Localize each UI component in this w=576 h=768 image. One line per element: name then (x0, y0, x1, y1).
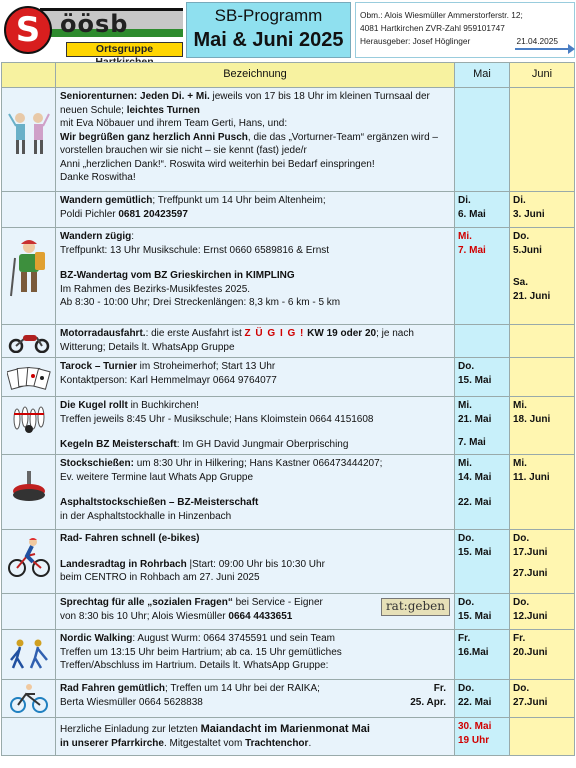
motorrad-rest: ; je nach Witterung; Details lt. WhatsApp Gruppe (60, 328, 414, 353)
date-weekday: Do. (458, 361, 475, 372)
row-juni (510, 397, 575, 455)
row-image (2, 718, 56, 756)
header-bezeichnung: Bezeichnung (56, 63, 455, 88)
date-day: 21. Mai (458, 413, 492, 425)
date-weekday: Mi. (458, 231, 472, 242)
rad-gem-title: Rad Fahren gemütlich (60, 683, 166, 694)
motorcycle-icon (7, 331, 51, 353)
maiandacht-end: . (308, 737, 312, 749)
oesb-logo (2, 2, 183, 58)
maiandacht-choir: Trachtenchor (245, 737, 309, 749)
senioren-title: Seniorenturnen: Jeden Di. + Mi. (60, 91, 210, 102)
wandern-zuegig-title: Wandern zügig (60, 231, 132, 242)
title-line1: SB-Programm (214, 6, 323, 25)
date-time: 19 Uhr (458, 734, 490, 746)
nordic-walking-icon (7, 638, 51, 670)
row-desc-wandern-gem (56, 192, 455, 228)
row-image (2, 455, 56, 530)
rad-gem-extra-date (410, 682, 446, 709)
stock-note: Ev. weitere Termine laut Whats App Gruppe (60, 471, 254, 483)
date-weekday: Mi. (458, 400, 472, 411)
nordic-details: Treffen/Abschluss im Hartrium. Details lt. WhatsApp Gruppe: (60, 660, 329, 671)
bz-wandertag-times: Ab 8:30 - 10:00 Uhr; Drei Streckenlängen: 8,3 km - 6 km - 5 km (60, 297, 341, 308)
info-line1: Obm.: Alois Wiesmüller Ammerstorferstr. 12; (360, 10, 523, 20)
row-desc-rad-schnell (56, 530, 455, 594)
row-juni (510, 325, 575, 358)
date-day: 12.Juni (513, 610, 548, 622)
row-mai (455, 192, 510, 228)
row-image (2, 358, 56, 397)
date-day: 27.Juni (513, 568, 548, 579)
row-mai (455, 88, 510, 192)
date-day: 16.Mai (458, 646, 489, 658)
row-image (2, 530, 56, 594)
row-desc-motorrad (56, 325, 455, 358)
row-mai (455, 325, 510, 358)
date-weekday: Do. (513, 683, 530, 694)
sprechtag-phone: 0664 4433651 (228, 610, 293, 622)
tarock-title: Tarock – Turnier (60, 361, 137, 372)
nordic-meeting: Treffen um 13:15 Uhr beim Hartrium; ab ca. 15 Uhr gemütliches (60, 646, 342, 658)
asphalt-title: Asphaltstockschießen – BZ-Meisterschaft (60, 497, 259, 508)
date-day: 15. Mai (458, 374, 492, 386)
date-day: 21. Juni (513, 290, 551, 302)
date-day: 20.Juni (513, 646, 548, 658)
senioren-welcome-text: , die das „Vorturner-Team“ ergänzen wird – vorstellen brauchen wir sie nicht – sie kennt (fast) jede/r (60, 131, 438, 156)
senioren-thanks: Anni „herzlichen Dank!“. Roswita wird weiterhin bei Bedarf einspringen! (60, 158, 375, 170)
header-blank (2, 63, 56, 88)
date-weekday: Mi. (458, 458, 472, 469)
row-desc-nordic (56, 630, 455, 680)
row-juni (510, 455, 575, 530)
wandern-gem-text: ; Treffpunkt um 14 Uhr beim Altenheim; (152, 195, 326, 206)
row-juni (510, 680, 575, 718)
nordic-text: : August Wurm: 0664 3745591 und sein Team (132, 633, 335, 644)
senioren-highlight: leichtes Turnen (126, 104, 200, 116)
date-day: 14. Mai (458, 471, 492, 483)
table-row (2, 192, 575, 228)
date-weekday: Fr. (433, 683, 446, 694)
date-day: 18. Juni (513, 413, 551, 425)
cyclist-icon (7, 536, 51, 578)
wandern-zuegig-meeting: Treffpunkt: 13 Uhr Musikschule: Ernst 0660 6589816 & Ernst (60, 244, 330, 256)
date-weekday: Fr. (458, 633, 471, 644)
row-image (2, 397, 56, 455)
date-day: 25. Apr. (410, 696, 446, 708)
row-image (2, 88, 56, 192)
info-line2: 4081 Hartkirchen ZVR-Zahl 959101747 (360, 23, 505, 33)
logo-subtitle: Ortsgruppe (66, 42, 183, 57)
sprechtag-text: bei Service - Eigner (232, 597, 323, 608)
wandern-gem-title: Wandern gemütlich (60, 195, 153, 206)
row-mai (455, 530, 510, 594)
date-day: 7. Mai (458, 437, 486, 448)
senioren-welcome: Wir begrüßen ganz herzlich Anni Pusch (60, 131, 248, 143)
nordic-title: Nordic Walking (60, 633, 133, 644)
kegeln-text: : Im GH David Jungmair Oberprisching (176, 439, 349, 450)
row-juni (510, 192, 575, 228)
date-day: 17.Juni (513, 546, 548, 558)
date-weekday: Fr. (513, 633, 526, 644)
date-day: 15. Mai (458, 610, 492, 622)
stock-text: um 8:30 Uhr in Hilkering; Hans Kastner 066473444207; (133, 458, 383, 469)
table-row (2, 630, 575, 680)
title-line2: Mai & Juni 2025 (193, 29, 344, 51)
date-weekday: Di. (458, 195, 471, 206)
bz-wandertag-context: Im Rahmen des Bezirks-Musikfestes 2025. (60, 283, 251, 295)
table-row (2, 680, 575, 718)
table-row (2, 88, 575, 192)
date-day: 6. Mai (458, 208, 486, 220)
wandern-gem-contact: Poldi Pichler (60, 208, 119, 220)
date-day: 22. Mai (458, 497, 492, 508)
stock-title: Stockschießen: (60, 458, 134, 469)
row-mai (455, 680, 510, 718)
row-desc-sprechtag (56, 594, 455, 630)
table-row (2, 530, 575, 594)
row-juni (510, 718, 575, 756)
hiker-icon (7, 238, 51, 298)
row-desc-tarock (56, 358, 455, 397)
row-image (2, 680, 56, 718)
asphalt-location: in der Asphaltstockhalle in Hinzenbach (60, 510, 232, 522)
senior-couple-icon (7, 110, 51, 156)
bowling-pins-icon (7, 403, 51, 433)
maiandacht-location: in unserer Pfarrkirche (60, 737, 164, 749)
rad-gem-contact: Berta Wiesmüller 0664 5628838 (60, 696, 203, 708)
date-day: 11. Juni (513, 471, 550, 483)
title-box (186, 2, 351, 58)
table-row (2, 594, 575, 630)
senioren-team: mit Eva Nöbauer und ihrem Team Gerti, Hans, und: (60, 118, 288, 129)
program-table (1, 62, 575, 756)
ratgeben-logo: rat:geben (381, 598, 450, 616)
table-header-row (2, 63, 575, 88)
wandern-gem-phone: 0681 20423597 (118, 208, 188, 220)
wandern-zuegig-text: : (131, 231, 135, 242)
kugel-meeting: Treffen jeweils 8:45 Uhr - Musikschule; Hans Kloimstein 0664 4151608 (60, 413, 374, 425)
date-day: 15. Mai (458, 546, 492, 558)
date-weekday: Do. (513, 231, 530, 242)
row-desc-wandern-zuegig (56, 228, 455, 325)
motorrad-text: : die erste Ausfahrt ist (145, 328, 245, 339)
date-day: 7. Mai (458, 244, 486, 256)
date-day: 5.Juni (513, 244, 542, 256)
landesradtag-title: Landesradtag in Rohrbach (60, 558, 187, 570)
date-weekday: Mi. (513, 458, 527, 469)
tarock-text: im Stroheimerhof; Start 13 Uhr (136, 361, 276, 372)
kegeln-title: Kegeln BZ Meisterschaft (60, 439, 177, 450)
row-juni (510, 228, 575, 325)
row-juni (510, 630, 575, 680)
tarock-contact: Kontaktperson: Karl Hemmelmayr 0664 9764077 (60, 374, 277, 386)
row-mai (455, 594, 510, 630)
table-row (2, 358, 575, 397)
rad-gem-text: ; Treffen um 14 Uhr bei der RAIKA; (165, 683, 320, 694)
row-juni (510, 594, 575, 630)
date-day: 3. Juni (513, 208, 545, 220)
motorrad-zuegig: Z Ü G I G ! (244, 328, 305, 339)
row-image (2, 192, 56, 228)
row-image (2, 228, 56, 325)
row-desc-stock (56, 455, 455, 530)
header-mai: Mai (455, 63, 510, 88)
date-weekday: Do. (458, 683, 475, 694)
table-row (2, 397, 575, 455)
date-weekday: Sa. (513, 277, 529, 288)
maiandacht-intro: Herzliche Einladung zur letzten (60, 724, 201, 735)
date-weekday: Do. (458, 533, 475, 544)
date-weekday: Do. (513, 597, 530, 608)
row-mai (455, 358, 510, 397)
row-juni (510, 530, 575, 594)
playing-cards-icon (7, 364, 51, 390)
row-mai (455, 455, 510, 530)
bicycle-icon (9, 684, 49, 714)
row-mai (455, 397, 510, 455)
date-weekday: Mi. (513, 400, 527, 411)
arrow-right-icon (515, 48, 571, 50)
table-row (2, 325, 575, 358)
curling-stock-icon (7, 469, 51, 503)
row-desc-senioren (56, 88, 455, 192)
kugel-title: Die Kugel rollt (60, 400, 128, 411)
table-row (2, 455, 575, 530)
row-juni (510, 358, 575, 397)
info-date: 21.04.2025 (516, 36, 558, 46)
landesradtag-time: |Start: 09:00 Uhr bis 10:30 Uhr (186, 558, 325, 570)
row-mai (455, 630, 510, 680)
row-image (2, 630, 56, 680)
row-desc-kugel (56, 397, 455, 455)
row-desc-rad-gem (56, 680, 455, 718)
sprechtag-title: Sprechtag für alle „sozialen Fragen“ (60, 597, 233, 608)
landesradtag-location: beim CENTRO in Rohbach am 27. Juni 2025 (60, 572, 260, 583)
senioren-danke: Danke Roswitha! (60, 172, 136, 183)
header-juni: Juni (510, 63, 575, 88)
maiandacht-title: Maiandacht im Marienmonat Mai (200, 723, 370, 735)
date-weekday: Do. (458, 597, 475, 608)
rad-schnell-title: Rad- Fahren schnell (e-bikes) (60, 533, 200, 544)
date-weekday: Do. (513, 533, 530, 544)
logo-name: öösb (60, 10, 129, 38)
date-day: 22. Mai (458, 696, 492, 708)
row-desc-maiandacht (56, 718, 455, 756)
date-day: 27.Juni (513, 696, 548, 708)
motorrad-title: Motorradausfahrt. (60, 328, 146, 339)
motorrad-kw: KW 19 oder 20 (304, 328, 377, 339)
row-image (2, 594, 56, 630)
senioren-text: jeweils von 17 bis 18 Uhr im kleinen Turnsaal der neuen Schule; (60, 91, 430, 116)
table-row (2, 228, 575, 325)
date-weekday: Di. (513, 195, 526, 206)
bz-wandertag-title: BZ-Wandertag vom BZ Grieskirchen in KIMPLING (60, 270, 295, 281)
row-juni (510, 88, 575, 192)
maiandacht-text: . Mitgestaltet vom (163, 737, 246, 749)
date-day: 30. Mai (458, 721, 492, 732)
info-line3-wrap (360, 35, 570, 48)
kugel-text: in Buchkirchen! (127, 400, 199, 411)
row-mai (455, 718, 510, 756)
row-mai (455, 228, 510, 325)
table-row (2, 718, 575, 756)
logo-s-emblem: S (4, 6, 52, 54)
info-line3: Herausgeber: Josef Höglinger (360, 36, 471, 46)
sprechtag-contact: von 8:30 bis 10 Uhr; Alois Wiesmüller (60, 610, 229, 622)
row-image (2, 325, 56, 358)
